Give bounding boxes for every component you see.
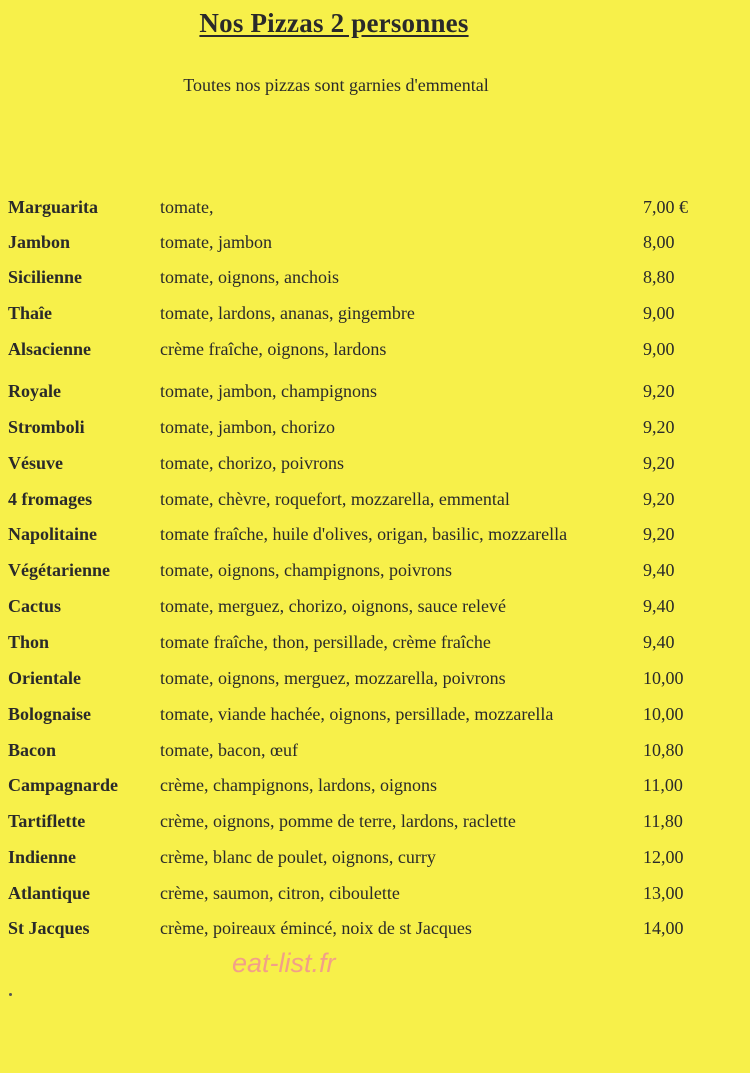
pizza-ingredients: tomate,: [160, 197, 214, 217]
pizza-ingredients: tomate fraîche, huile d'olives, origan, basilic, mozzarella: [160, 524, 568, 544]
menu-row: [0, 918, 750, 944]
pizza-price: 9,40: [643, 632, 675, 652]
watermark-text: eat-list.fr: [232, 948, 336, 978]
pizza-name: Indienne: [8, 847, 77, 867]
menu-row: [0, 775, 750, 801]
pizza-ingredients: tomate, jambon: [160, 232, 272, 252]
pizza-ingredients: tomate, oignons, champignons, poivrons: [160, 560, 452, 580]
pizza-price: 9,40: [643, 596, 675, 616]
pizza-price: 8,00: [643, 232, 675, 252]
menu-row: [0, 883, 750, 909]
menu-row: [0, 596, 750, 622]
pizza-ingredients: tomate fraîche, thon, persillade, crème fraîche: [160, 632, 491, 652]
pizza-ingredients: tomate, oignons, merguez, mozzarella, poivrons: [160, 668, 506, 688]
pizza-name: Stromboli: [8, 417, 85, 437]
pizza-price: 9,20: [643, 453, 675, 473]
pizza-ingredients: crème, champignons, lardons, oignons: [160, 775, 437, 795]
pizza-price: 9,20: [643, 417, 675, 437]
pizza-price: 7,00 €: [643, 197, 688, 217]
pizza-price: 9,40: [643, 560, 675, 580]
pizza-price: 11,80: [643, 811, 683, 831]
pizza-name: Thon: [8, 632, 50, 652]
pizza-name: Marguarita: [8, 197, 98, 217]
pizza-name: Royale: [8, 381, 61, 401]
pizza-price: 10,00: [643, 668, 684, 688]
pizza-name: Napolitaine: [8, 524, 98, 544]
pizza-name: St Jacques: [8, 918, 90, 938]
menu-row: [0, 668, 750, 694]
pizza-ingredients: tomate, merguez, chorizo, oignons, sauce relevé: [160, 596, 507, 616]
pizza-ingredients: tomate, bacon, œuf: [160, 740, 298, 760]
pizza-ingredients: tomate, chèvre, roquefort, mozzarella, emmental: [160, 489, 510, 509]
menu-row: [0, 524, 750, 550]
pizza-price: 10,00: [643, 704, 684, 724]
pizza-name: 4 fromages: [8, 489, 93, 509]
menu-row: [0, 847, 750, 873]
pizza-name: Vésuve: [8, 453, 63, 473]
pizza-ingredients: crème, oignons, pomme de terre, lardons, raclette: [160, 811, 516, 831]
pizza-name: Bolognaise: [8, 704, 92, 724]
pizza-name: Cactus: [8, 596, 61, 616]
page-title: Nos Pizzas 2 personnes: [199, 8, 469, 38]
pizza-ingredients: crème, blanc de poulet, oignons, curry: [160, 847, 436, 867]
pizza-ingredients: tomate, jambon, champignons: [160, 381, 377, 401]
pizza-price: 10,80: [643, 740, 684, 760]
menu-row: [0, 560, 750, 586]
page-subtitle: Toutes nos pizzas sont garnies d'emmental: [183, 75, 489, 95]
menu-row: [0, 197, 750, 223]
pizza-name: Atlantique: [8, 883, 91, 903]
pizza-ingredients: tomate, oignons, anchois: [160, 267, 339, 287]
pizza-ingredients: crème, poireaux émincé, noix de st Jacques: [160, 918, 472, 938]
pizza-price: 12,00: [643, 847, 684, 867]
pizza-name: Sicilienne: [8, 267, 83, 287]
pizza-ingredients: tomate, viande hachée, oignons, persillade, mozzarella: [160, 704, 554, 724]
menu-row: [0, 339, 750, 365]
menu-row: [0, 417, 750, 443]
pizza-name: Jambon: [8, 232, 71, 252]
pizza-ingredients: tomate, lardons, ananas, gingembre: [160, 303, 415, 323]
menu-row: [0, 381, 750, 407]
pizza-price: 9,20: [643, 381, 675, 401]
pizza-name: Thaîe: [8, 303, 53, 323]
pizza-ingredients: tomate, chorizo, poivrons: [160, 453, 344, 473]
menu-row: [0, 303, 750, 329]
stray-dot: [9, 993, 12, 996]
pizza-price: 9,00: [643, 303, 675, 323]
menu-row: [0, 740, 750, 766]
menu-row: [0, 704, 750, 730]
pizza-price: 9,20: [643, 489, 675, 509]
pizza-price: 9,20: [643, 524, 675, 544]
menu-row: [0, 489, 750, 515]
menu-row: [0, 632, 750, 658]
pizza-price: 11,00: [643, 775, 683, 795]
pizza-name: Tartiflette: [8, 811, 86, 831]
menu-row: [0, 267, 750, 293]
pizza-ingredients: crème fraîche, oignons, lardons: [160, 339, 387, 359]
pizza-name: Bacon: [8, 740, 57, 760]
pizza-name: Alsacienne: [8, 339, 91, 359]
pizza-name: Campagnarde: [8, 775, 119, 795]
pizza-ingredients: tomate, jambon, chorizo: [160, 417, 335, 437]
pizza-price: 9,00: [643, 339, 675, 359]
pizza-price: 14,00: [643, 918, 684, 938]
pizza-price: 8,80: [643, 267, 675, 287]
pizza-name: Végétarienne: [8, 560, 110, 580]
pizza-price: 13,00: [643, 883, 684, 903]
menu-row: [0, 453, 750, 479]
menu-row: [0, 232, 750, 258]
menu-row: [0, 811, 750, 837]
pizza-name: Orientale: [8, 668, 81, 688]
pizza-ingredients: crème, saumon, citron, ciboulette: [160, 883, 400, 903]
